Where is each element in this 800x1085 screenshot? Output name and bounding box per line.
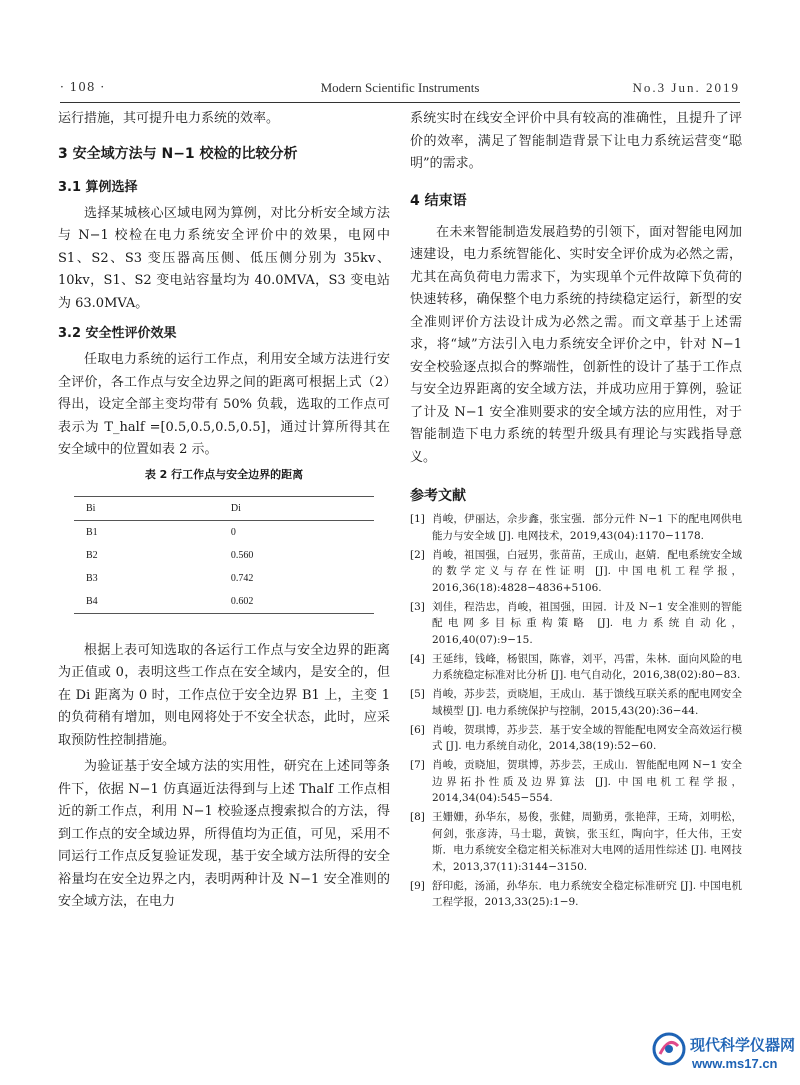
paragraph: 系统实时在线安全评价中具有较高的准确性，且提升了评价的效率，满足了智能制造背景下让电力系统运营变“聪明”的需求。 xyxy=(410,111,742,171)
table-cell: 0.742 xyxy=(230,572,254,584)
issue-info: No.3 Jun. 2019 xyxy=(632,80,740,95)
paragraph: 任取电力系统的运行工作点，利用安全域方法进行安全评价，各工作点与安全边界之间的距离可根据上式（2）得出，设定全部主变均带有 50% 负载，选取的工作点可表示为 T_half =[0.5,0.5,0.5,0.5]，通过计算所得其在安全域中的位置如表 2 示。 xyxy=(58,352,390,457)
reference-item: [7] 肖峻，贡晓旭，贺琪博，苏步芸，王成山．智能配电网 N−1 安全边界拓扑性质及边界算法 [J]. 中国电机工程学报，2014,34(04):545−554. xyxy=(410,759,742,804)
table-row xyxy=(74,590,374,614)
paragraph: 在未来智能制造发展趋势的引领下，面对智能电网加速建设，电力系统智能化、实时安全评价成为必然之需，尤其在高负荷电力需求下，为实现单个元件故障下负荷的快速转移，确保整个电力系统的持续稳定运行，新型的安全准则评价方法设计成为必然之需。而文章基于上述需求，将“域”方法引入电力系统安全评价之中，针对 N−1 安全校验逐点拟合的弊端性，创新性的设计了基于工作点与安全边界距离的安全域方法，并成功应用于算例，验证了计及 N−1 安全准则要求的安全域方法的应用性，对于智能制造下电力系统的转型升级具有理论与实践指导意义。 xyxy=(410,224,742,465)
table-row xyxy=(74,520,374,544)
paragraph: 选择某城核心区域电网为算例，对比分析安全域方法与 N−1 校检在电力系统安全评价中的效果，电网中 S1、S2、S3 变压器高压侧、低压侧分别为 35kv、10kv，S1、S2 变电站容量均为 40.0MVA，S3 变电站为 63.0MVA。 xyxy=(58,205,390,311)
subsection-heading-3-1: 3.1 算例选择 xyxy=(58,179,138,195)
reference-item: [4] 王延纬，钱峰，杨银国，陈睿，刘平，冯雷，朱林．面向风险的电力系统稳定标准对比分析 [J]. 电气自动化，2016,38(02):80−83. xyxy=(410,652,742,681)
table-caption: 表 2 行工作点与安全边界的距离 xyxy=(144,467,304,481)
table-row xyxy=(74,567,374,590)
table-cell: 0.560 xyxy=(230,549,254,561)
table-cell: B3 xyxy=(86,572,98,584)
left-column xyxy=(58,108,390,914)
references-heading: 参考文献 xyxy=(410,488,466,504)
section-heading-4: 4 结束语 xyxy=(410,192,467,209)
table-header-cell: Bi xyxy=(86,502,96,514)
paragraph: 根据上表可知选取的各运行工作点与安全边界的距离为正值或 0，表明这些工作点在安全域内，是安全的，但在 Di 距离为 0 时，工作点位于安全边界 B1 上，主变 1 的负荷稍有增加，则电网将处于不安全状态，此时，应采取预防性控制措施。 xyxy=(58,642,390,748)
table-cell: B2 xyxy=(86,549,98,561)
table-cell: B4 xyxy=(86,595,98,607)
table-cell: 0.602 xyxy=(230,595,254,607)
reference-item: [5] 肖峻，苏步芸，贡晓旭，王成山．基于馈线互联关系的配电网安全域模型 [J]. 电力系统保护与控制，2015,43(20):36−44. xyxy=(410,688,742,717)
subsection-heading-3-2: 3.2 安全性评价效果 xyxy=(58,326,177,341)
watermark-title: 现代科学仪器网 xyxy=(690,1036,796,1054)
reference-item: [2] 肖峻，祖国强，白冠男，张苗苗，王成山，赵婧．配电系统安全域的数学定义与存在性证明 [J]. 中国电机工程学报，2016,36(18):4828−4836+5106. xyxy=(410,548,742,594)
journal-name: Modern Scientific Instruments xyxy=(320,80,480,95)
table-row xyxy=(74,544,374,567)
reference-item: [3] 刘佳，程浩忠，肖峻，祖国强，田园．计及 N−1 安全准则的智能配电网多目标重构策略 [J]. 电力系统自动化，2016,40(07):9−15. xyxy=(410,600,742,646)
table-header-row xyxy=(74,496,374,520)
table-header-cell: Di xyxy=(230,502,241,514)
section-heading-3: 3 安全域方法与 N−1 校检的比较分析 xyxy=(58,145,298,162)
reference-item: [1] 肖峻，伊丽达，佘步鑫，张宝强．部分元件 N−1 下的配电网供电能力与安全域 [J]. 电网技术，2019,43(04):1170−1178. xyxy=(410,513,742,542)
reference-item: [8] 王姗姗，孙华东，易俊，张健，周勤勇，张艳萍，王琦，刘明松，何剑，张彦涛，马士聪，黄镔，张玉红，陶向宇，任大伟，王安斯．电力系统安全稳定相关标准对大电网的适用性综述 [J]. 电网技术，2013,37(11):3144−3150. xyxy=(410,811,742,873)
table-cell: B1 xyxy=(86,526,98,538)
page-number: · 108 · xyxy=(60,80,106,94)
running-header xyxy=(60,78,740,100)
site-watermark xyxy=(652,1028,796,1076)
watermark-url: www.ms17.cn xyxy=(692,1056,778,1071)
reference-item: [6] 肖峻，贺琪博，苏步芸．基于安全域的智能配电网安全高效运行模式 [J]. 电力系统自动化，2014,38(19):52−60. xyxy=(410,723,742,752)
paragraph: 运行措施，其可提升电力系统的效率。 xyxy=(58,111,280,126)
distance-table xyxy=(74,496,374,614)
references-list xyxy=(410,511,742,911)
instrument-logo-icon xyxy=(652,1032,686,1066)
reference-item: [9] 舒印彪，汤涌，孙华东．电力系统安全稳定标准研究 [J]. 中国电机工程学报，2013,33(25):1−9. xyxy=(410,879,742,908)
table-cell: 0 xyxy=(230,526,236,538)
paragraph: 为验证基于安全域方法的实用性，研究在上述同等条件下，依据 N−1 仿真逼近法得到与上述 Thalf 工作点相近的新工作点，利用 N−1 校验逐点搜索拟合的方法，得到工作点的安全域边界，所得值均为正值，可见，采用不同运行工作点反复验证发现，基于安全域方法所得的安全裕量均在安全边界之内，表明两种计及 N−1 安全准则的安全域方法，在电力 xyxy=(58,759,390,909)
header-rule xyxy=(60,102,740,103)
right-column xyxy=(410,108,742,913)
